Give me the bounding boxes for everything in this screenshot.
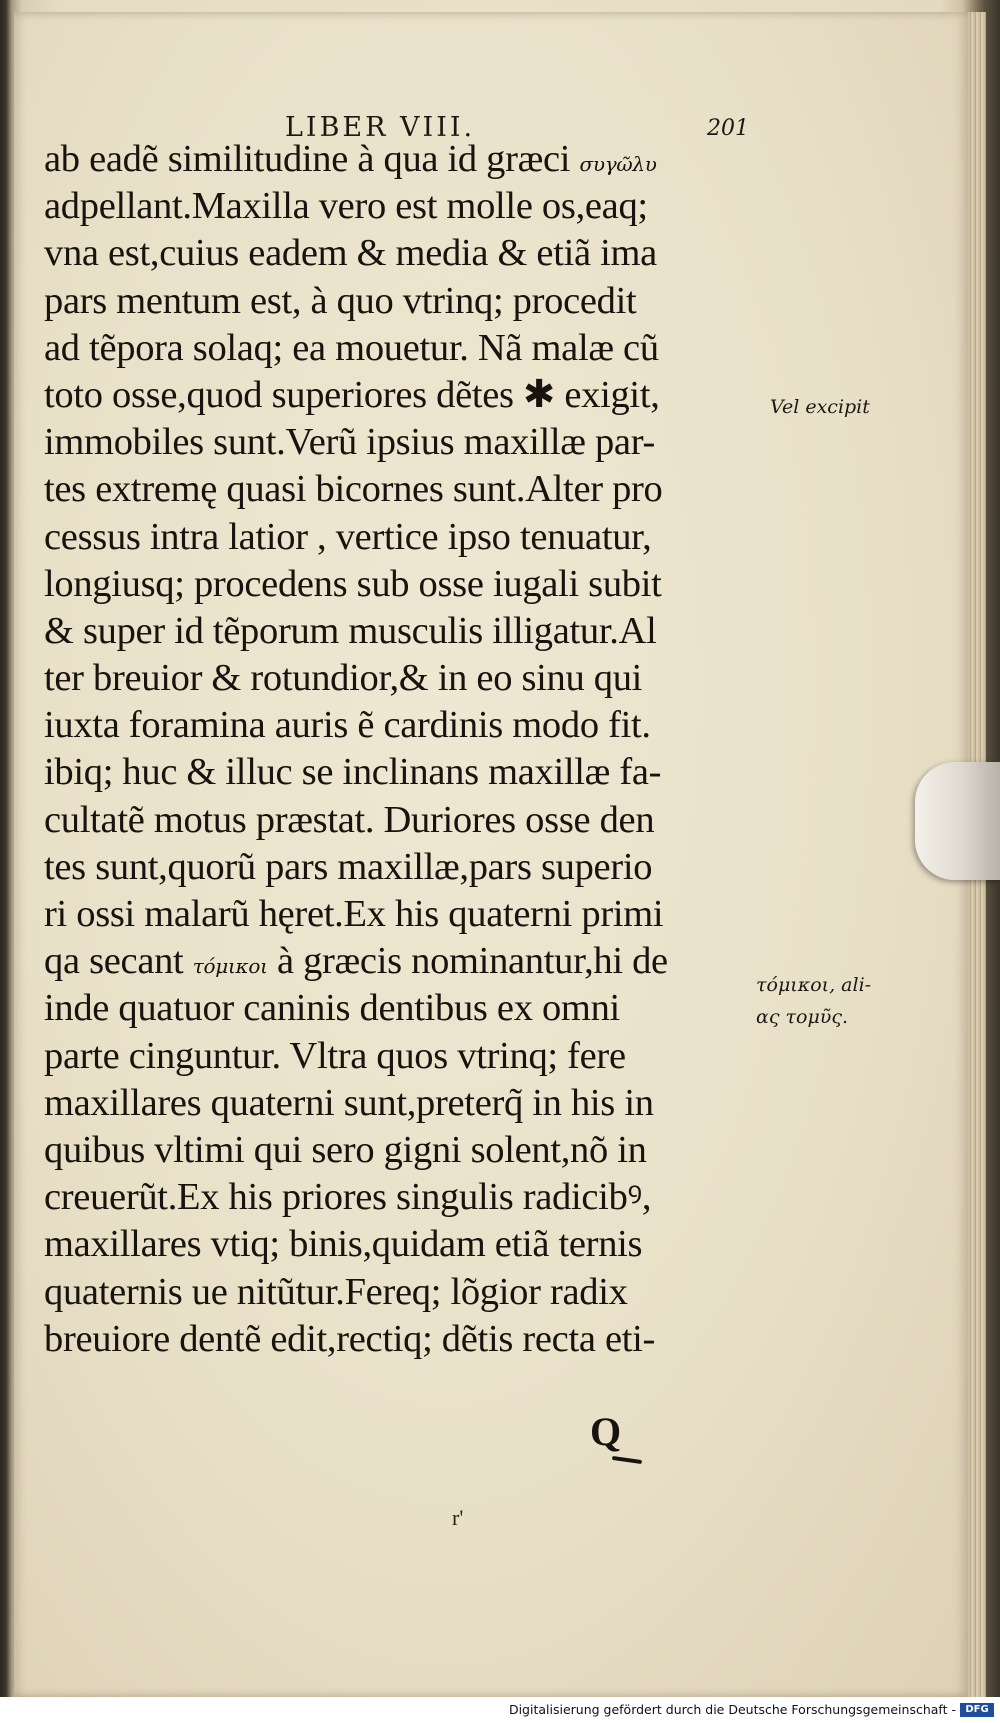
dfg-logo: DFG (960, 1703, 994, 1717)
text-line: tes extremę quasi bicornes sunt.Alter pro (44, 468, 663, 511)
text-line: iuxta foramina auris ẽ cardinis modo fit. (44, 704, 651, 747)
text-line: & super id tẽporum musculis illigatur.Al (44, 609, 657, 652)
text-line: parte cinguntur. Vltra quos vtrinq; fere (44, 1034, 626, 1077)
text-line: quibus vltimi qui sero gigni solent,nõ in (44, 1128, 647, 1171)
greek-word: τόμικοι (192, 954, 268, 979)
text-line: ab eadẽ similitudine à qua id græci συγῶλυ (44, 138, 657, 180)
page-tab-marker (915, 762, 1000, 880)
catchword: Q (590, 1409, 622, 1454)
text-line: creuerũt.Ex his priores singulis radicibꝰ, (44, 1176, 652, 1219)
text-line: pars mentum est, à quo vtrinq; procedit (44, 279, 637, 322)
folio-number: 201 (707, 116, 749, 141)
text-line: ibiq; huc & illuc se inclinans maxillæ fa- (44, 751, 662, 794)
text-line: quaternis ue nitũtur.Fereq; lõgior radix (44, 1270, 628, 1313)
text-line: qa secant τόμικοι à græcis nominantur,hi de (44, 940, 668, 983)
text-line: ter breuior & rotundior,& in eo sinu qui (44, 657, 643, 700)
text-line: toto osse,quod superiores dẽtes ✱ exigit, (44, 373, 660, 416)
text-line: cultatẽ motus præstat. Duriores osse den (44, 798, 655, 841)
stray-ink-mark: r' (452, 1505, 464, 1530)
footer-bar (0, 1697, 1000, 1723)
text-line: cessus intra latior , vertice ipso tenuatur, (44, 515, 652, 558)
text-line: tes sunt,quorũ pars maxillæ,pars superio (44, 845, 653, 888)
margin-note: Vel excipit (770, 396, 870, 418)
text-line: immobiles sunt.Verũ ipsius maxillæ par- (44, 421, 655, 464)
text-line: breuiore dentẽ edit,rectiq; dẽtis recta eti- (44, 1317, 656, 1360)
text-line: maxillares vtiq; binis,quidam etiã ternis (44, 1223, 643, 1266)
margin-note: τόμικοι, ali- (756, 974, 872, 996)
text-line: ad tẽpora solaq; ea mouetur. Nã malæ cũ (44, 326, 659, 369)
text-line: longiusq; procedens sub osse iugali subit (44, 562, 662, 605)
text-line: vna est,cuius eadem & media & etiã ima (44, 232, 657, 275)
text-line: ri ossi malarũ hęret.Ex his quaterni primi (44, 893, 664, 935)
text-line: adpellant.Maxilla vero est molle os,eaq; (44, 185, 648, 228)
margin-note: ας τομῦς. (756, 1006, 849, 1028)
text-line: maxillares quaterni sunt,preterq̃ in his in (44, 1081, 654, 1124)
body-text (44, 136, 764, 1363)
greek-word: συγῶλυ (579, 152, 657, 176)
running-title: LIBER VIII. (285, 112, 476, 143)
digitization-notice: Digitalisierung gefördert durch die Deutsche Forschungsgemeinschaft - (508, 1702, 956, 1717)
text-line: inde quatuor caninis dentibus ex omni (44, 987, 620, 1030)
